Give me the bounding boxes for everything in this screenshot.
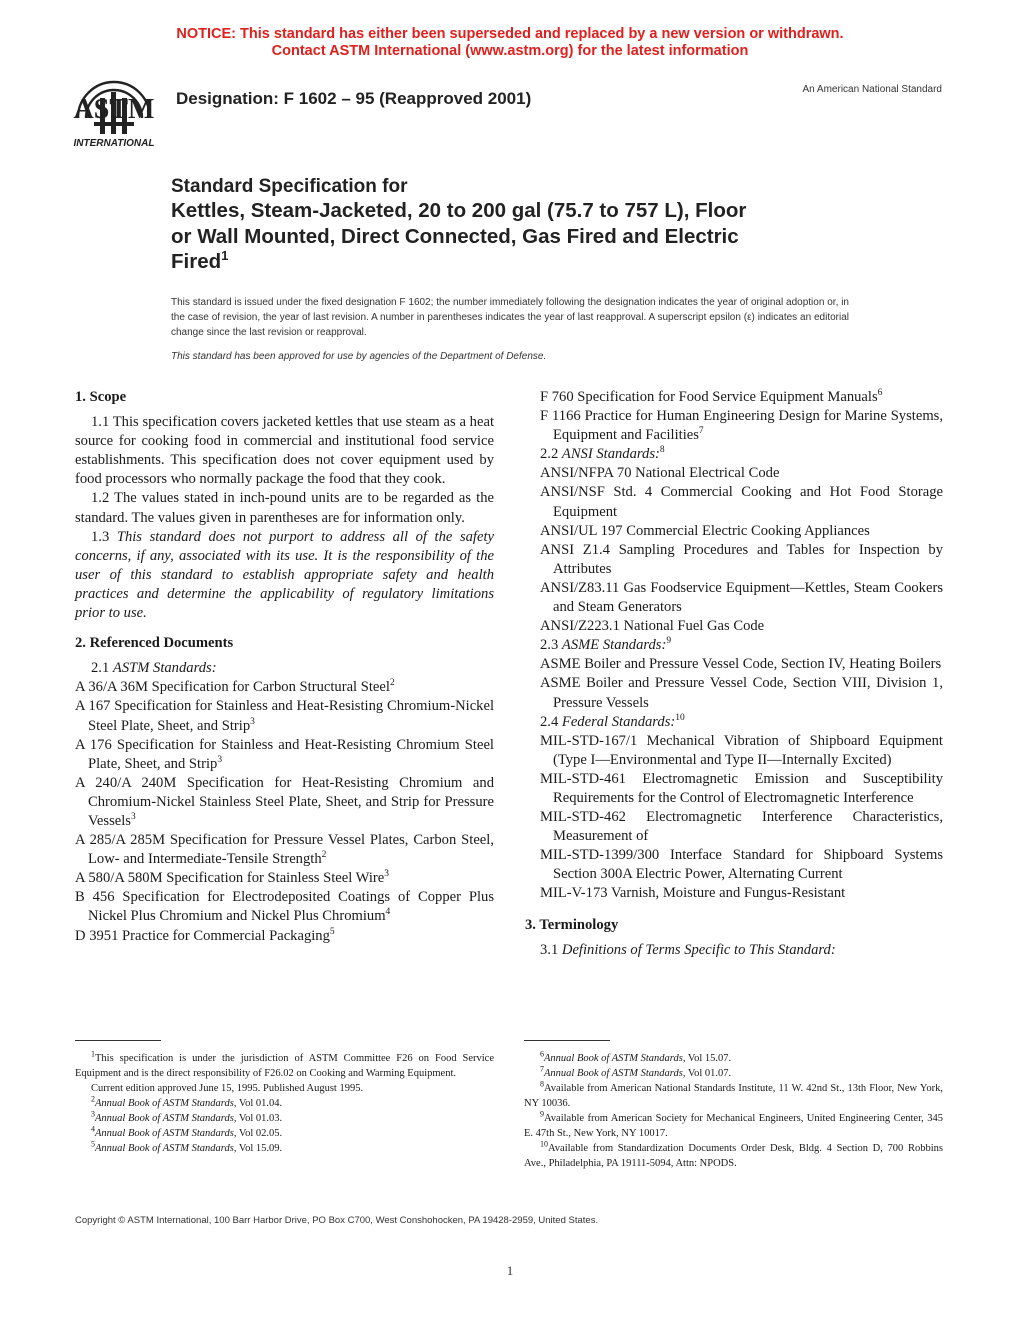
astm-reference-item [75,774,494,831]
federal-reference-item [540,770,943,808]
federal-sup: 10 [675,712,685,723]
astm-reference-item-footnote-mark: 3 [130,812,136,823]
ansi-label: ANSI Standards: [561,446,660,463]
footnote [75,1051,494,1081]
astm-reference-item-text: D 3951 Practice for Commercial Packaging [75,927,330,944]
astm-reference-item-text: A 167 Specification for Stainless and Heat-Resisting Chromium-Nickel Steel Plate, Sheet, and Strip [75,698,494,734]
title-line-1: Standard Specification for [171,176,408,197]
title-footnote-mark: 1 [221,248,229,264]
ansi-sup: 8 [659,445,665,456]
footnote-rule-left [75,1040,161,1041]
federal-reference-item [540,884,943,903]
astm-reference-item-text: F 760 Specification for Food Service Equipment Manuals [540,389,878,405]
ansi-reference-item [540,579,943,617]
footnote-text: , Vol 02.05. [233,1128,283,1139]
asme-sup: 9 [666,636,672,647]
federal-reference-item-text: MIL-STD-1399/300 Interface Standard for Shipboard Systems Section 300A Electric Power, Alternating Current [540,847,943,883]
supersede-notice [0,26,1020,60]
federal-reference-item-text: MIL-V-173 Varnish, Moisture and Fungus-Resistant [540,885,846,902]
scope-para-3-text: This standard does not purport to address all of the safety concerns, if any, associated with its use. It is the responsibility of the user of this standard to establish appropriate safety and health practices and determine the applicability of regulatory limitations prior to use. [75,528,494,622]
scope-para-2: 1.2 The values stated in inch-pound units are to be regarded as the standard. The values given in parentheses are for information only. [75,490,494,526]
terminology-text: Definitions of Terms Specific to This Standard: [561,941,836,958]
astm-reference-item-text: A 176 Specification for Stainless and Heat-Resisting Chromium Steel Plate, Sheet, and Strip [75,736,494,772]
footnote [524,1141,943,1171]
astm-reference-item-footnote-mark: 4 [385,907,391,918]
ansi-reference-item-text: ANSI/NFPA 70 National Electrical Code [540,465,780,482]
footnote [75,1096,494,1111]
footnote [75,1081,494,1096]
footnote [524,1111,943,1141]
asme-subheading [540,636,943,655]
astm-reference-item-footnote-mark: 5 [329,926,335,937]
asme-reference-item [540,655,943,674]
footnote-mark: 5 [91,1139,95,1149]
document-title [171,175,871,275]
astm-reference-item-footnote-mark: 3 [384,869,389,880]
footnote [75,1111,494,1126]
footnotes-left [75,1051,494,1156]
ansi-subheading [540,445,943,464]
ansi-reference-item [540,617,943,636]
federal-reference-item-text: MIL-STD-461 Electromagnetic Emission and Susceptibility Requirements for the Control of Electromagnetic Interference [540,770,943,806]
ansi-reference-item-text: ANSI Z1.4 Sampling Procedures and Tables for Inspection by Attributes [540,541,943,577]
asme-reference-item-text: ASME Boiler and Pressure Vessel Code, Section IV, Heating Boilers [540,656,942,673]
page-number: 1 [506,1263,514,1278]
asme-list [540,655,943,712]
astm-reference-item-footnote-mark: 3 [217,754,223,765]
ansi-reference-item-text: ANSI/Z223.1 National Fuel Gas Code [540,618,765,635]
asme-reference-item-text: ASME Boiler and Pressure Vessel Code, Section VIII, Division 1, Pressure Vessels [540,675,943,711]
astm-reference-item [540,407,943,445]
astm-reference-item-footnote-mark: 3 [250,716,255,727]
federal-reference-item [540,808,943,846]
footnote-mark: 8 [540,1079,544,1089]
footnote-mark: 2 [91,1094,95,1104]
footnote-source-title: Annual Book of ASTM Standards [544,1068,683,1079]
footnote-source-title: Annual Book of ASTM Standards [95,1143,234,1154]
ansi-reference-item [540,541,943,579]
footnote-text: , Vol 15.07. [682,1053,732,1064]
footnote-rule-right [524,1040,610,1041]
footnote-mark: 7 [540,1064,544,1074]
asme-num: 2.3 [540,637,559,654]
footnote-mark: 4 [91,1124,95,1134]
footnote-source-title: Annual Book of ASTM Standards [95,1113,234,1124]
footnote-text: , Vol 15.09. [233,1143,283,1154]
astm-reference-item [75,869,494,888]
footnote-text: Available from Standardization Documents Order Desk, Bldg. 4 Section D, 700 Robbins Ave., Philadelphia, PA 19111-5094, Attn: NPODS. [524,1143,943,1169]
footnote-text: Available from American National Standards Institute, 11 W. 42nd St., 13th Floor, New York, NY 10036. [524,1083,943,1109]
federal-subheading [540,713,943,732]
right-column [525,388,943,960]
ansi-list [540,464,943,636]
footnote-mark: 6 [540,1049,544,1059]
dod-note: This standard has been approved for use by agencies of the Department of Defense. [171,351,547,362]
ansi-reference-item [540,483,943,521]
footnote-mark: 9 [540,1109,544,1119]
notice-line-1: NOTICE: This standard has either been superseded and replaced by a new version or withdrawn. [176,26,844,42]
astm-num: 2.1 [91,660,110,677]
footnote-text: , Vol 01.04. [233,1098,283,1109]
astm-reference-item [75,736,494,774]
footnote [524,1051,943,1066]
footnote-source-title: Annual Book of ASTM Standards [95,1098,234,1109]
title-line-4 [171,249,871,275]
terminology-num: 3.1 [540,941,559,958]
astm-reference-item [75,927,494,946]
astm-list-right [540,388,943,445]
ansi-reference-item-text: ANSI/UL 197 Commercial Electric Cooking Appliances [540,522,870,539]
astm-reference-item-footnote-mark: 6 [877,388,883,399]
terminology-heading: 3. Terminology [525,916,619,933]
title-line-4-text: Fired [171,250,222,273]
ansi-num: 2.2 [540,446,559,463]
footnote-mark: 10 [540,1139,548,1149]
federal-list [540,732,943,904]
designation: Designation: F 1602 – 95 (Reapproved 2001) [176,89,532,108]
footnote-mark: 1 [91,1049,95,1059]
astm-reference-item [75,888,494,926]
issued-note: This standard is issued under the fixed designation F 1602; the number immediately following the designation indicates the year of original adoption or, in the case of revision, the year of last revision. A number in parentheses indicates the year of last reapproval. A superscript epsilon (ε) indicates an editorial change since the last revision or reapproval. [171,297,849,338]
asme-label: ASME Standards: [561,637,667,654]
astm-label: ASTM Standards: [112,660,217,677]
scope-para-3 [75,528,494,623]
astm-subheading [91,659,494,678]
notice-line-2: Contact ASTM International (www.astm.org) for the latest information [271,43,749,59]
ansi-reference-item-text: ANSI/NSF Std. 4 Commercial Cooking and Hot Food Storage Equipment [540,484,943,520]
asme-reference-item [540,674,943,712]
logo-text: ASTM [73,94,155,125]
federal-label: Federal Standards: [561,713,676,730]
ansi-reference-item [540,464,943,483]
astm-reference-item-footnote-mark: 7 [698,426,704,437]
footnotes-right [524,1051,943,1171]
footnote-text: , Vol 01.07. [682,1068,732,1079]
title-line-2: Kettles, Steam-Jacketed, 20 to 200 gal (75.7 to 757 L), Floor [171,199,747,222]
astm-reference-item-text: B 456 Specification for Electrodeposited Coatings of Copper Plus Nickel Plus Chromium and Nickel Plus Chromium [75,889,494,925]
astm-reference-item-text: F 1166 Practice for Human Engineering Design for Marine Systems, Equipment and Facilities [540,408,943,444]
referenced-heading: 2. Referenced Documents [75,635,234,652]
footnote-text: , Vol 01.03. [233,1113,283,1124]
federal-reference-item [540,732,943,770]
footnote-source-title: Annual Book of ASTM Standards [544,1053,683,1064]
american-national-standard: An American National Standard [802,84,942,95]
federal-reference-item [540,846,943,884]
ansi-reference-item-text: ANSI/Z83.11 Gas Foodservice Equipment—Kettles, Steam Cookers and Steam Generators [540,579,943,616]
astm-reference-item-text: A 285/A 285M Specification for Pressure Vessel Plates, Carbon Steel, Low- and Intermediate-Tensile Strength [75,832,494,868]
federal-num: 2.4 [540,713,559,730]
footnote [75,1126,494,1141]
astm-reference-item [75,831,494,869]
footnote-text: Current edition approved June 15, 1995. Published August 1995. [91,1083,364,1094]
astm-reference-item-footnote-mark: 2 [389,678,395,689]
scope-para-3-num: 1.3 [91,528,110,545]
title-line-3: or Wall Mounted, Direct Connected, Gas Fired and Electric [171,224,739,248]
federal-reference-item-text: MIL-STD-167/1 Mechanical Vibration of Shipboard Equipment (Type I—Environmental and Type II—Internally Excited) [540,732,943,768]
footnote-source-title: Annual Book of ASTM Standards [95,1128,234,1139]
astm-reference-item-text: A 36/A 36M Specification for Carbon Structural Steel [75,679,390,696]
astm-reference-item [75,697,494,735]
federal-reference-item-text: MIL-STD-462 Electromagnetic Interference Characteristics, Measurement of [540,809,943,845]
footnote [524,1081,943,1111]
astm-reference-item [75,678,494,697]
scope-para-1: 1.1 This specification covers jacketed kettles that use steam as a heat source for cooking food in commercial and institutional food service establishments. This specification does not cover equipment used by food processors who normally package the food that they cook. [75,414,494,488]
astm-reference-item-footnote-mark: 2 [321,850,327,861]
astm-reference-item-text: A 240/A 240M Specification for Heat-Resisting Chromium and Chromium-Nickel Stainless Steel Plate, Sheet, and Strip for Pressure Vessels [75,774,494,829]
copyright: Copyright © ASTM International, 100 Barr Harbor Drive, PO Box C700, West Conshohocken, PA 19428-2959, United States. [75,1215,599,1226]
logo-caption: INTERNATIONAL [73,138,155,149]
footnote-text: Available from American Society for Mechanical Engineers, United Engineering Center, 345 E. 47th St., New York, NY 10017. [524,1113,943,1139]
terminology-para-1 [540,941,943,960]
astm-reference-item-text: A 580/A 580M Specification for Stainless Steel Wire [75,870,385,887]
footnote-mark: 3 [91,1109,95,1119]
left-column [75,388,494,946]
footnote-text: This specification is under the jurisdiction of ASTM Committee F26 on Food Service Equipment and is the direct responsibility of F26.02 on Cooking and Warming Equipment. [75,1053,494,1079]
scope-heading: 1. Scope [75,389,127,405]
astm-list-left [75,678,494,945]
footnote [75,1141,494,1156]
astm-reference-item [540,388,943,407]
astm-logo [64,70,164,152]
ansi-reference-item [540,522,943,541]
footnote [524,1066,943,1081]
